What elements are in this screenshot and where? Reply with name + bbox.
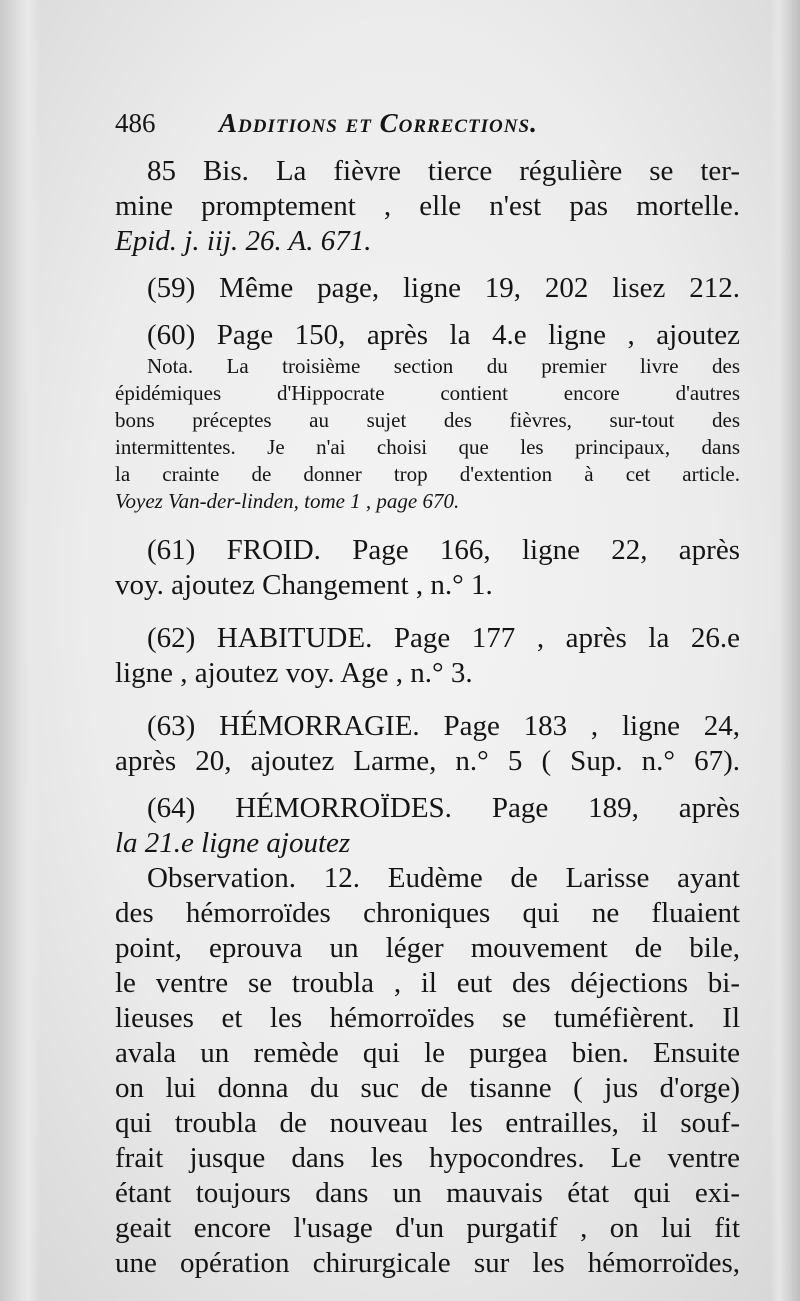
text-line: on lui donna du suc de tisanne ( jus d'orge) <box>115 1072 740 1104</box>
observation-12 <box>115 861 740 1281</box>
page-number: 486 <box>115 108 156 138</box>
text-line: étant toujours dans un mauvais état qui exi- <box>115 1177 740 1209</box>
text-line: avala un remède qui le purgea bien. Ensuite <box>115 1037 740 1069</box>
nota-line: intermittentes. Je n'ai choisi que les principaux, dans <box>115 435 740 459</box>
text-line: qui troubla de nouveau les entrailles, il souf- <box>115 1107 740 1139</box>
text-line: 85 Bis. La fièvre tierce régulière se ter- <box>147 155 740 187</box>
page-edge-left <box>0 0 40 1301</box>
correction-61 <box>115 533 740 603</box>
page-edge-right <box>770 0 800 1301</box>
nota-line: Nota. La troisième section du premier livre des <box>147 354 740 378</box>
text-line: (59) Même page, ligne 19, 202 lisez 212. <box>147 272 740 304</box>
text-line: ligne , ajoutez voy. Age , n.° 3. <box>115 657 473 689</box>
correction-64 <box>115 791 740 861</box>
nota-line: Voyez Van-der-linden, tome 1 , page 670. <box>115 489 460 513</box>
page-title: Additions et Corrections. <box>219 108 538 138</box>
text-line: lieuses et les hémorroïdes se tuméfièrent. Il <box>115 1002 740 1034</box>
correction-62 <box>115 621 740 691</box>
correction-63 <box>115 709 740 779</box>
text-line: (62) HABITUDE. Page 177 , après la 26.e <box>147 622 740 654</box>
text-line: une opération chirurgicale sur les hémorroïdes, <box>115 1247 740 1279</box>
correction-59 <box>115 271 740 306</box>
text-line: des hémorroïdes chroniques qui ne fluaient <box>115 897 740 929</box>
correction-60 <box>115 318 740 353</box>
text-line: Epid. j. iij. 26. A. 671. <box>115 225 372 257</box>
nota-line: la crainte de donner trop d'extention à cet article. <box>115 462 740 486</box>
text-line: (60) Page 150, après la 4.e ligne , ajoutez <box>147 319 740 351</box>
text-line: après 20, ajoutez Larme, n.° 5 ( Sup. n.° 67). <box>115 745 740 777</box>
text-line: geait encore l'usage d'un purgatif , on lui fit <box>115 1212 740 1244</box>
text-line: (63) HÉMORRAGIE. Page 183 , ligne 24, <box>147 710 740 742</box>
text-line: mine promptement , elle n'est pas mortelle. <box>115 190 740 222</box>
text-line: frait jusque dans les hypocondres. Le ventre <box>115 1142 740 1174</box>
page-content <box>115 108 740 1281</box>
nota-line: épidémiques d'Hippocrate contient encore d'autres <box>115 381 740 405</box>
text-line: voy. ajoutez Changement , n.° 1. <box>115 569 493 601</box>
paragraph-85-bis <box>115 154 740 259</box>
page-header <box>115 108 740 154</box>
text-line: la 21.e ligne ajoutez <box>115 827 351 859</box>
nota-line: bons préceptes au sujet des fièvres, sur-tout des <box>115 408 740 432</box>
text-line: (64) HÉMORROÏDES. Page 189, après <box>147 792 740 824</box>
text-line: le ventre se troubla , il eut des déjections bi- <box>115 967 740 999</box>
text-line: Observation. 12. Eudème de Larisse ayant <box>147 862 740 894</box>
text-line: point, eprouva un léger mouvement de bile, <box>115 932 740 964</box>
nota-block <box>115 353 740 515</box>
text-line: (61) FROID. Page 166, ligne 22, après <box>147 534 740 566</box>
